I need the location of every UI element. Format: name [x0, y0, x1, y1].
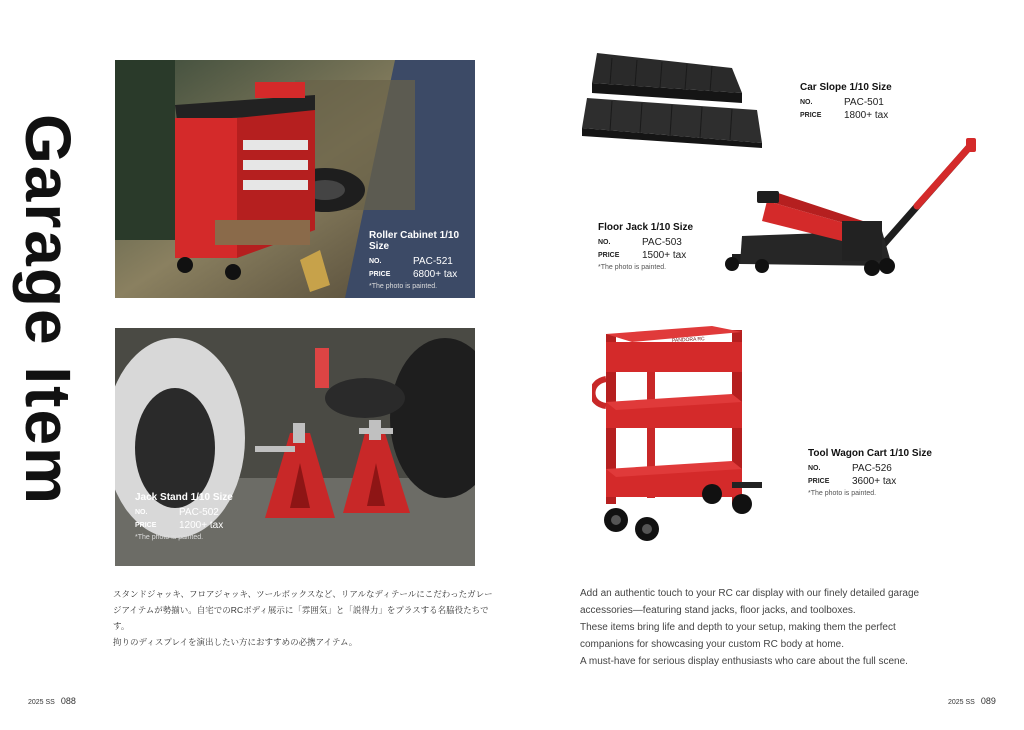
- product-price: 6800+ tax: [413, 269, 458, 280]
- folio-right: [948, 696, 996, 706]
- jack-stand-spec: [135, 492, 255, 541]
- description-english: [580, 585, 970, 670]
- car-slope-spec: [800, 82, 950, 121]
- en-line: companions for showcasing your custom RC body at home.: [580, 639, 845, 650]
- product-number-row: [369, 256, 473, 267]
- tool-wagon-spec: [808, 448, 958, 497]
- floor-jack-spec: [598, 222, 728, 271]
- page-number: 089: [980, 696, 996, 706]
- roller-cabinet-spec: [369, 230, 473, 290]
- product-name: Floor Jack 1/10 Size: [598, 222, 694, 233]
- product-price-row: [369, 269, 473, 280]
- product-name: Roller Cabinet 1/10 Size: [369, 230, 460, 252]
- number-label: NO.: [808, 465, 821, 472]
- en-line: accessories—featuring stand jacks, floor jacks, and toolboxes.: [580, 605, 856, 616]
- product-price: 1500+ tax: [642, 250, 687, 261]
- product-number: PAC-503: [642, 237, 682, 248]
- product-price-row: [598, 250, 728, 261]
- product-price-row: [800, 110, 950, 121]
- jack-stand-photo: [115, 328, 475, 566]
- number-label: NO.: [800, 99, 813, 106]
- photo-note: *The photo is painted.: [135, 534, 204, 541]
- price-label: PRICE: [808, 478, 830, 485]
- photo-note: *The photo is painted.: [598, 264, 667, 271]
- product-name: Car Slope 1/10 Size: [800, 82, 892, 93]
- product-number-row: [808, 463, 958, 474]
- photo-note: *The photo is painted.: [369, 283, 438, 290]
- page-number: 088: [60, 696, 76, 706]
- roller-cabinet-photo: [115, 60, 475, 298]
- brand-print: PANDORA RC: [671, 336, 705, 344]
- season-label: 2025 SS: [948, 699, 975, 706]
- product-price-row: [808, 476, 958, 487]
- product-name: Jack Stand 1/10 Size: [135, 492, 233, 503]
- product-name: Tool Wagon Cart 1/10 Size: [808, 448, 932, 459]
- season-label: 2025 SS: [28, 699, 55, 706]
- product-price: 1200+ tax: [179, 520, 224, 531]
- floor-jack-image: [722, 136, 982, 281]
- en-line: These items bring life and depth to your setup, making them the perfect: [580, 622, 896, 633]
- en-line: Add an authentic touch to your RC car display with our finely detailed garage: [580, 588, 920, 599]
- price-label: PRICE: [369, 271, 391, 278]
- product-number-row: [135, 507, 255, 518]
- product-price-row: [135, 520, 255, 531]
- product-number: PAC-501: [844, 97, 884, 108]
- number-label: NO.: [369, 258, 382, 265]
- price-label: PRICE: [800, 112, 822, 119]
- car-slope-image: [582, 48, 767, 148]
- product-number-row: [800, 97, 950, 108]
- folio-left: [28, 696, 76, 706]
- price-label: PRICE: [598, 252, 620, 259]
- product-price: 3600+ tax: [852, 476, 897, 487]
- number-label: NO.: [598, 239, 611, 246]
- product-price: 1800+ tax: [844, 110, 889, 121]
- number-label: NO.: [135, 509, 148, 516]
- product-number-row: [598, 237, 728, 248]
- en-line: A must-have for serious display enthusiasts who care about the full scene.: [580, 656, 908, 667]
- jp-line: ジアイテムが勢揃い。自宅でのRCボディ展示に「雰囲気」と「説得力」をプラスする名脇役たちです。: [113, 605, 489, 631]
- product-number: PAC-521: [413, 256, 453, 267]
- tool-wagon-image: [592, 324, 767, 546]
- page-title: Garage Item: [12, 114, 84, 506]
- product-number: PAC-526: [852, 463, 892, 474]
- description-japanese: [113, 586, 503, 650]
- product-number: PAC-502: [179, 507, 219, 518]
- price-label: PRICE: [135, 522, 157, 529]
- photo-note: *The photo is painted.: [808, 490, 877, 497]
- jp-line: スタンドジャッキ、フロアジャッキ、ツールボックスなど、リアルなディテールにこだわったガレー: [113, 589, 493, 599]
- jp-line: 拘りのディスプレイを演出したい方におすすめの必携アイテム。: [113, 637, 358, 647]
